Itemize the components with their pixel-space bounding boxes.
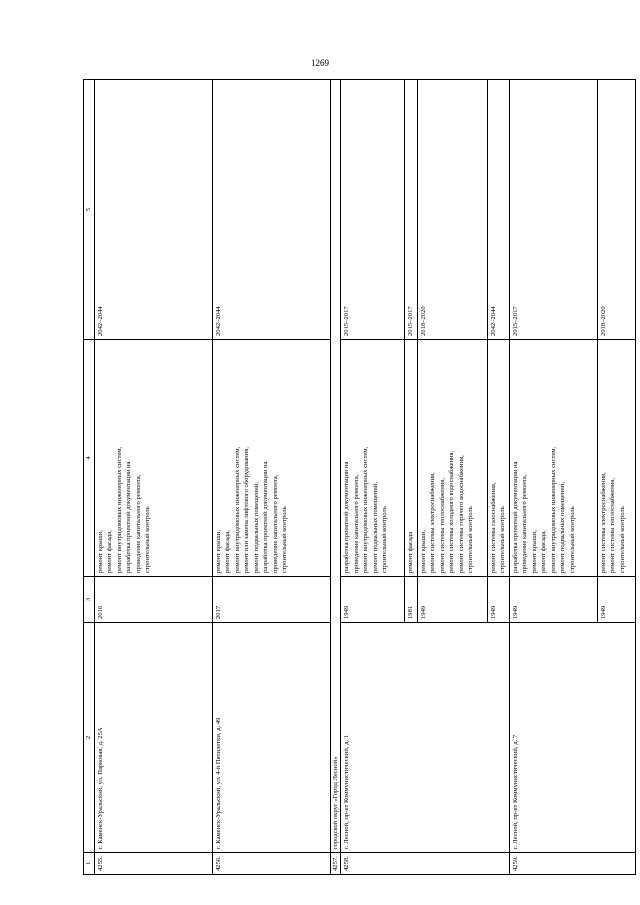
period-cell: 2015–2017 bbox=[509, 80, 597, 340]
address-cell: г. Каменск-Уральский, ул. 4-й Пятилетки, д. 49 bbox=[212, 623, 330, 853]
works-cell bbox=[487, 340, 509, 577]
works-cell bbox=[509, 340, 597, 577]
year-cell: 1949 bbox=[509, 577, 597, 623]
section-row bbox=[330, 80, 341, 875]
header-col-4: 4 bbox=[84, 340, 95, 577]
work-item: ремонт системы электроснабжения, bbox=[599, 472, 607, 573]
work-item: ремонт системы электроснабжения, bbox=[429, 472, 437, 573]
work-item: ремонт фасада, bbox=[224, 530, 232, 573]
work-item: ремонт внутридомовых инженерных систем, bbox=[115, 446, 123, 573]
work-item: строительный контроль bbox=[467, 506, 475, 573]
work-item: проведение капитального ремонта, bbox=[271, 474, 279, 573]
work-item: проведение капитального ремонта, bbox=[134, 474, 142, 573]
period-cell: 2018–2020 bbox=[417, 80, 487, 340]
row-number: 4258. bbox=[341, 853, 510, 875]
period-cell: 2015–2017 bbox=[341, 80, 405, 340]
work-item: проведение капитального ремонта, bbox=[521, 474, 529, 573]
work-item: ремонт крыши, bbox=[530, 530, 538, 573]
period-cell: 2042–2044 bbox=[212, 80, 330, 340]
year-cell: 2017 bbox=[212, 577, 330, 623]
rotated-table-container bbox=[83, 80, 626, 875]
header-col-2: 2 bbox=[84, 623, 95, 853]
table-row bbox=[94, 80, 212, 875]
period-cell: 2042–2044 bbox=[487, 80, 509, 340]
period-cell: 2018–2020 bbox=[597, 80, 635, 340]
header-col-3: 3 bbox=[84, 577, 95, 623]
work-item: ремонт системы газоснабжения, bbox=[489, 482, 497, 573]
address-cell: г. Каменск-Уральский, ул. Парковая, д. 25А bbox=[94, 623, 212, 853]
work-item: строительный контроль bbox=[499, 506, 507, 573]
work-item: ремонт внутридомовых инженерных систем, bbox=[362, 446, 370, 573]
work-item: разработка проектной документации на bbox=[262, 461, 270, 573]
work-item: строительный контроль bbox=[144, 506, 152, 573]
work-item: разработка проектной документации на bbox=[125, 461, 133, 573]
period-cell: 2015–2017 bbox=[405, 80, 418, 340]
header-col-1: 1 bbox=[84, 853, 95, 875]
work-item: ремонт внутридомовых инженерных систем, bbox=[233, 446, 241, 573]
works-cell bbox=[405, 340, 418, 577]
year-cell: 1949 bbox=[597, 577, 635, 623]
work-item: ремонт подвальных помещений, bbox=[559, 482, 567, 573]
header-col-5: 5 bbox=[84, 80, 95, 340]
page-number: 1269 bbox=[311, 58, 329, 68]
work-item: ремонт системы холодного водоснабжения, bbox=[448, 450, 456, 573]
work-item: строительный контроль bbox=[569, 506, 577, 573]
works-cell bbox=[597, 340, 635, 577]
work-item: строительный контроль bbox=[281, 506, 289, 573]
section-title: городской округ «Город Лесной» bbox=[330, 80, 341, 853]
capital-repair-table bbox=[83, 79, 636, 875]
work-item: ремонт фасада, bbox=[106, 530, 114, 573]
work-item: ремонт внутридомовых инженерных систем, bbox=[549, 446, 557, 573]
year-cell: 1981 bbox=[405, 577, 418, 623]
works-cell bbox=[417, 340, 487, 577]
header-row bbox=[84, 80, 95, 875]
work-item: ремонт фасада bbox=[407, 531, 415, 573]
work-item: строительный контроль bbox=[618, 506, 626, 573]
address-cell: г. Лесной, пр-кт Коммунистический, д. 7 bbox=[509, 623, 635, 853]
works-cell bbox=[341, 340, 405, 577]
work-item: ремонт крыши, bbox=[419, 530, 427, 573]
work-item: ремонт системы горячего водоснабжения, bbox=[457, 455, 465, 573]
row-number: 4257. bbox=[330, 853, 341, 875]
year-cell: 1949 bbox=[487, 577, 509, 623]
year-cell: 2016 bbox=[94, 577, 212, 623]
work-item: строительный контроль bbox=[381, 506, 389, 573]
work-item: ремонт или замена лифтового оборудования, bbox=[243, 447, 251, 573]
work-item: ремонт фасада, bbox=[540, 530, 548, 573]
table-row bbox=[509, 80, 597, 875]
table-row bbox=[341, 80, 405, 875]
year-cell: 1949 bbox=[417, 577, 487, 623]
table-row bbox=[212, 80, 330, 875]
address-cell: г. Лесной, пр-кт Коммунистический, д. 1 bbox=[341, 623, 510, 853]
row-number: 4255. bbox=[94, 853, 212, 875]
works-cell bbox=[94, 340, 212, 577]
work-item: проведение капитального ремонта, bbox=[352, 474, 360, 573]
work-item: ремонт подвальных помещений, bbox=[252, 482, 260, 573]
work-item: разработка проектной документации на bbox=[511, 461, 519, 573]
row-number: 4259. bbox=[509, 853, 635, 875]
year-cell: 1949 bbox=[341, 577, 405, 623]
work-item: ремонт крыши, bbox=[96, 530, 104, 573]
period-cell: 2042–2044 bbox=[94, 80, 212, 340]
work-item: ремонт системы теплоснабжения, bbox=[438, 478, 446, 573]
works-cell bbox=[212, 340, 330, 577]
work-item: ремонт подвальных помещений, bbox=[371, 482, 379, 573]
row-number: 4256. bbox=[212, 853, 330, 875]
work-item: ремонт системы теплоснабжения, bbox=[609, 478, 617, 573]
work-item: ремонт крыши, bbox=[214, 530, 222, 573]
work-item: разработка проектной документации на bbox=[343, 461, 351, 573]
